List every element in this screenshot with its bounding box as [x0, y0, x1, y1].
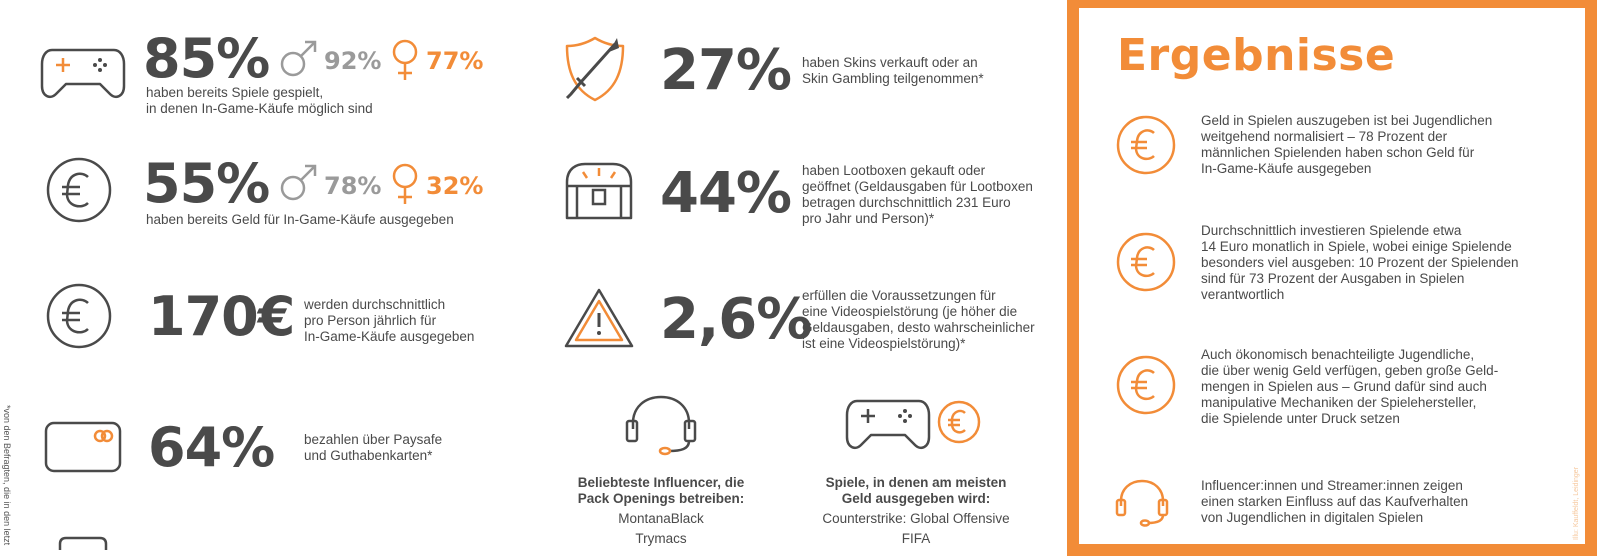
footnote: *von den Befragten, die in den letzt	[2, 405, 12, 546]
game-name: FIFA	[901, 531, 931, 546]
euro-coin-icon	[1116, 232, 1176, 292]
female-icon	[390, 162, 420, 206]
games-heading: Geld ausgegeben wird:	[841, 491, 991, 506]
stat-text-gaming-disorder: erfüllen die Voraussetzungen für eine Videospielstörung (je höher die Geldausgaben, desto wahrscheinlicher ist eine Videospielstörung)*	[802, 288, 1035, 351]
stat-text-lootboxes: haben Lootboxen gekauft oder geöffnet (Geldausgaben für Lootboxen betragen durchschnittlich 231 Euro pro Jahr und Person)*	[802, 163, 1033, 226]
stat-text-yearly-spend: werden durchschnittlich pro Person jährlich für In-Game-Käufe ausgegeben	[304, 297, 475, 344]
stat-value-yearly-spend: 170€	[148, 285, 295, 348]
result-text: Geld in Spielen auszugeben ist bei Jugendlichen weitgehend normalisiert – 78 Prozent der männlichen Spielenden haben schon Geld für In-Game-Käufe ausgegeben	[1201, 113, 1493, 176]
stat-value-money-spent: 55%	[143, 152, 270, 215]
games-heading: Spiele, in denen am meisten	[825, 475, 1007, 490]
influencer-block	[545, 475, 777, 547]
influencer-name: MontanaBlack	[618, 511, 704, 526]
illustration-credit: Illu: Kauffeldt, Leidinger	[1573, 466, 1580, 540]
game-name: Counterstrike: Global Offensive	[822, 511, 1010, 526]
male-percentage: 92%	[324, 47, 382, 75]
male-icon	[279, 40, 319, 78]
games-block	[796, 475, 1036, 547]
stat-text-money-spent: haben bereits Geld für In-Game-Käufe ausgegeben	[146, 212, 454, 227]
gamepad-icon	[845, 395, 931, 451]
influencer-heading: Pack Openings betreiben:	[577, 491, 745, 506]
results-title: Ergebnisse	[1117, 30, 1396, 81]
stat-value-paysafe: 64%	[148, 416, 275, 479]
female-icon	[390, 38, 420, 82]
euro-coin-icon	[1116, 115, 1176, 175]
gamepad-icon	[40, 44, 126, 100]
male-icon	[279, 164, 319, 202]
stat-value-skins: 27%	[660, 38, 792, 103]
prepaid-card-icon	[44, 421, 122, 473]
result-text: Influencer:innen und Streamer:innen zeigen einen starken Einfluss auf das Kaufverhalten von Jugendlichen in digitalen Spielen	[1201, 478, 1469, 525]
stat-value-lootboxes: 44%	[660, 161, 792, 226]
euro-coin-icon	[46, 157, 112, 223]
influencer-heading: Beliebteste Influencer, die	[577, 475, 745, 490]
device-icon	[58, 536, 108, 550]
headset-icon	[625, 393, 697, 457]
euro-coin-icon	[1116, 355, 1176, 415]
female-percentage: 32%	[426, 172, 484, 200]
stat-text-skins: haben Skins verkauft oder an Skin Gambling teilgenommen*	[802, 55, 984, 86]
euro-coin-icon	[46, 283, 112, 349]
female-percentage: 77%	[426, 47, 484, 75]
stat-text-paysafe: bezahlen über Paysafe und Guthabenkarten*	[304, 432, 443, 463]
male-percentage: 78%	[324, 172, 382, 200]
influencer-name: Trymacs	[635, 531, 687, 546]
stat-value-game-purchases: 85%	[143, 27, 270, 90]
stat-value-gaming-disorder: 2,6%	[660, 287, 812, 352]
stat-text-game-purchases: haben bereits Spiele gespielt, in denen In-Game-Käufe möglich sind	[146, 85, 373, 116]
euro-coin-icon	[937, 400, 981, 444]
warning-icon	[564, 287, 634, 349]
shield-sword-icon	[565, 34, 631, 104]
headset-icon	[1115, 478, 1169, 528]
result-text: Auch ökonomisch benachteiligte Jugendliche, die über wenig Geld verfügen, geben große Geld- mengen in Spielen aus – Grund dafür sind auch manipulative Mechaniken der Spielehersteller, die Spielende unter Druck setzen	[1201, 347, 1499, 426]
treasure-chest-icon	[563, 160, 635, 222]
result-text: Durchschnittlich investieren Spielende etwa 14 Euro monatlich in Spiele, wobei einige Spielende besonders viel ausgeben: 10 Prozent der Spielenden sind für 73 Prozent der Ausgaben in Spielen verantwortlich	[1201, 223, 1519, 302]
